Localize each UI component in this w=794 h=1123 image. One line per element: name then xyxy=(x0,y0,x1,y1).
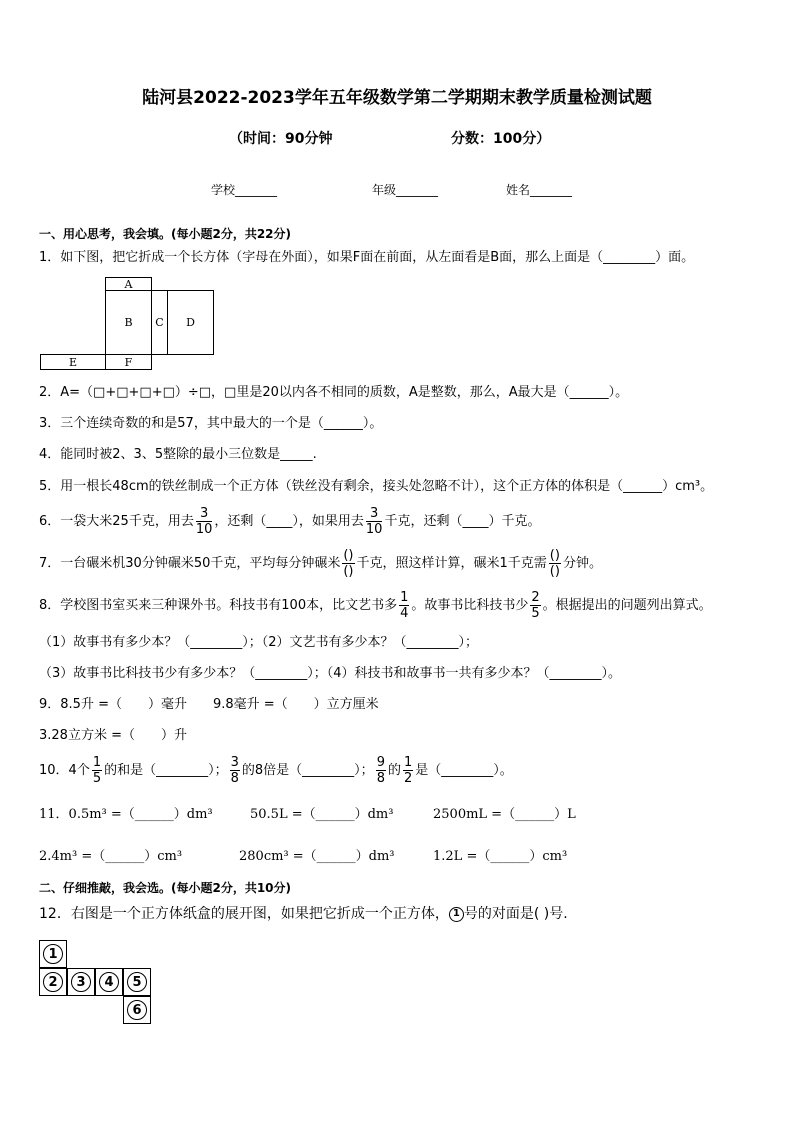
question-11-item-5: 280cm³ =（______）dm³ xyxy=(239,849,395,864)
cube-face-6: 6 xyxy=(123,996,151,1024)
section-2-heading: 二、仔细推敲，我会选。(每小题2分，共10分) xyxy=(39,881,292,895)
question-2: 2．A=（□+□+□+□）÷□，□里是20以内各不相同的质数，A是整数，那么，A最大是（______）。 xyxy=(39,385,629,400)
net-face-a: A xyxy=(105,277,152,291)
blank-fraction: $\frac{()}{()}$ xyxy=(343,548,354,579)
fraction: $\frac{1}{2}$ xyxy=(403,755,413,786)
fraction: $\frac{3}{10}$ xyxy=(365,506,383,537)
net-face-c: C xyxy=(151,290,168,355)
question-6: 6．一袋大米25千克，用去 $\frac{3}{10}$ ，还剩（____），如果用去 $\frac{3}{10}$ 千克，还剩（____）千克。 xyxy=(39,506,541,537)
net-face-d: D xyxy=(167,290,214,355)
blank-fraction: $\frac{()}{()}$ xyxy=(549,548,560,579)
question-4: 4．能同时被2、3、5整除的最小三位数是_____. xyxy=(39,447,317,462)
question-8: 8．学校图书室买来三种课外书。科技书有100本，比文艺书多 $\frac{1}{4}$ 。故事书比科技书少 $\frac{2}{5}$ 。根据提出的问题列出算式。 xyxy=(39,590,712,621)
question-11-item-1: 11．0.5m³ =（______）dm³ xyxy=(39,807,213,822)
question-1: 1．如下图，把它折成一个长方体（字母在外面），如果F面在前面，从左面看是B面，那么上面是（________）面。 xyxy=(39,250,695,265)
question-11-item-4: 2.4m³ =（______）cm³ xyxy=(39,849,183,864)
cube-face-5: 5 xyxy=(123,968,151,996)
fraction: $\frac{3}{8}$ xyxy=(230,755,239,786)
question-7: 7．一台碾米机30分钟碾米50千克，平均每分钟碾米 $\frac{()}{()}$ 千克，照这样计算，碾米1千克需 $\frac{()}{()}$ 分钟。 xyxy=(39,548,602,579)
cube-face-3: 3 xyxy=(67,968,95,996)
net-face-b: B xyxy=(105,290,152,355)
exam-time: （时间：90分钟 xyxy=(229,131,333,147)
question-11-item-2: 50.5L =（______）dm³ xyxy=(250,807,394,822)
net-face-f: F xyxy=(105,354,152,370)
exam-score: 分数：100分） xyxy=(451,131,551,147)
question-9-line-1: 9．8.5升 =（ ）毫升 9.8毫升 =（ ）立方厘米 xyxy=(39,697,379,712)
question-10: 10．4个 $\frac{1}{5}$ 的和是（________）； $\frac{3}{8}$ 的8倍是（________）； $\frac{9}{8}$ 的 $\frac{1}{2}$ 是（________）。 xyxy=(39,755,513,786)
fraction: $\frac{2}{5}$ xyxy=(531,590,540,621)
question-11-item-6: 1.2L =（______）cm³ xyxy=(433,849,568,864)
question-8-part-1-2: （1）故事书有多少本？（________）；（2）文艺书有多少本？（________）； xyxy=(39,635,479,650)
question-9-line-2: 3.28立方米 =（ ）升 xyxy=(39,728,187,743)
fraction: $\frac{9}{8}$ xyxy=(376,755,385,786)
question-11-item-3: 2500mL =（______）L xyxy=(433,807,576,822)
cube-face-1: 1 xyxy=(39,940,67,968)
cube-face-2: 2 xyxy=(39,968,67,996)
cube-face-4: 4 xyxy=(95,968,123,996)
question-12: 12．右图是一个正方体纸盒的展开图，如果把它折成一个正方体， 1 号的对面是( )号. xyxy=(39,906,568,922)
question-8-part-3-4: （3）故事书比科技书少有多少本？（________）；（4）科技书和故事书一共有多少本？（________）。 xyxy=(39,666,622,681)
name-field: 姓名_______ xyxy=(506,183,573,197)
school-field: 学校_______ xyxy=(211,183,278,197)
fraction: $\frac{1}{5}$ xyxy=(92,755,102,786)
fraction: $\frac{3}{10}$ xyxy=(195,506,213,537)
grade-field: 年级_______ xyxy=(372,183,439,197)
question-5: 5．用一根长48cm的铁丝制成一个正方体（铁丝没有剩余，接头处忽略不计），这个正方体的体积是（______）cm³。 xyxy=(39,479,714,494)
page-title: 陆河县2022-2023学年五年级数学第二学期期末教学质量检测试题 xyxy=(142,88,652,108)
fraction: $\frac{1}{4}$ xyxy=(400,590,409,621)
question-3: 3．三个连续奇数的和是57，其中最大的一个是（______）。 xyxy=(39,416,383,431)
net-face-e: E xyxy=(40,354,106,370)
section-1-heading: 一、用心思考，我会填。(每小题2分，共22分) xyxy=(39,227,292,241)
circled-number-1: 1 xyxy=(449,907,464,922)
